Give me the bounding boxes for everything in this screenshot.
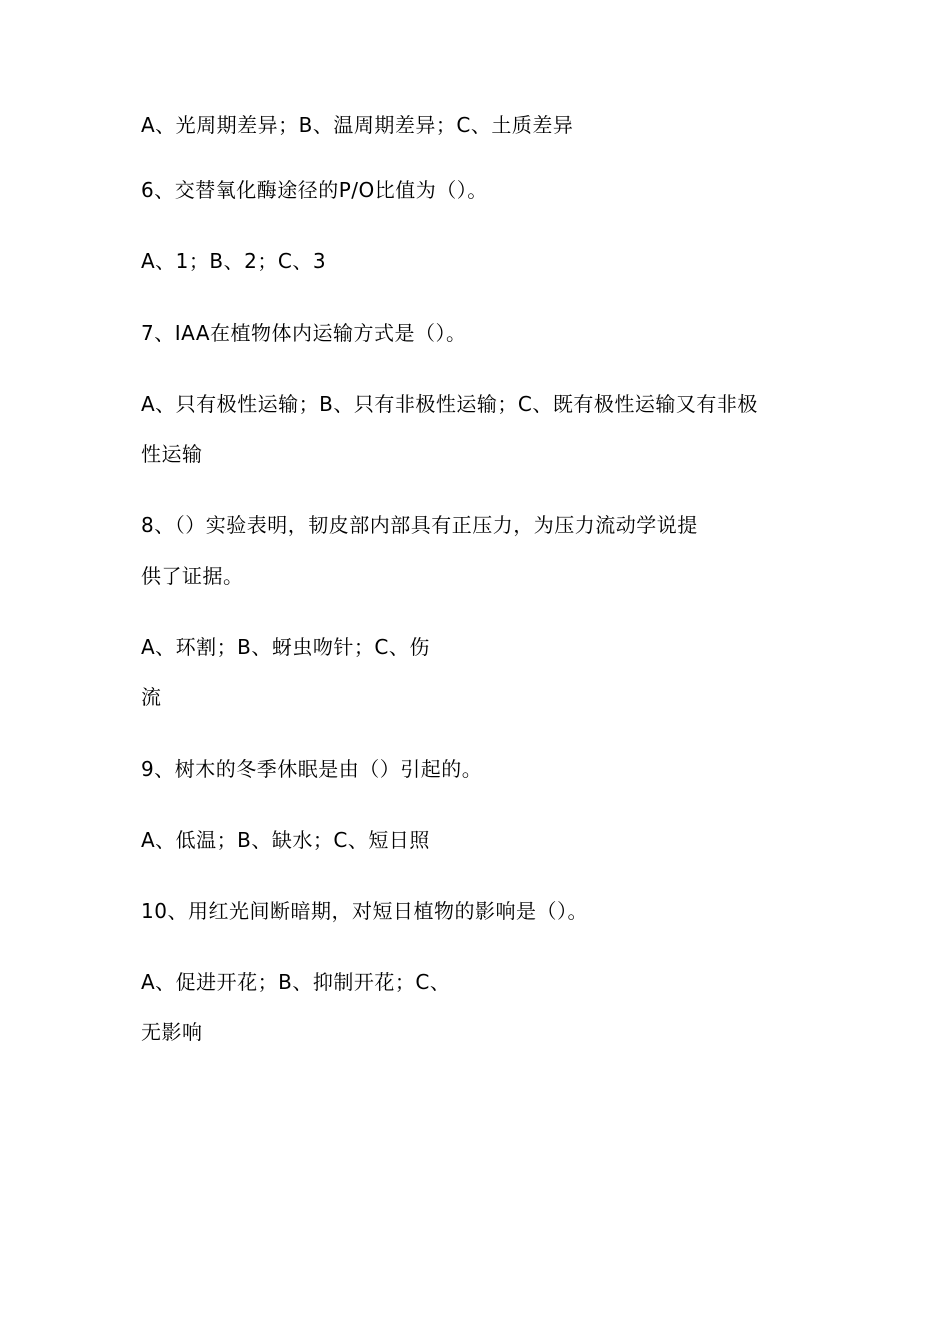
question-8-options-continued: 流 [141,685,162,709]
question-8-text: 8、（）实验表明，韧皮部内部具有正压力，为压力流动学说提 [141,513,698,537]
question-9-options: A、低温；B、缺水；C、短日照 [141,828,430,852]
question-7-options: A、只有极性运输；B、只有非极性运输；C、既有极性运输又有非极 [141,392,758,416]
question-6-text: 6、交替氧化酶途径的P/O比值为（）。 [141,178,488,202]
question-7-text: 7、IAA在植物体内运输方式是（）。 [141,321,467,345]
question-10-text: 10、用红光间断暗期，对短日植物的影响是（）。 [141,899,588,923]
question-9-text: 9、树木的冬季休眠是由（）引起的。 [141,757,483,781]
question-8-text-continued: 供了证据。 [141,564,244,588]
question-10-options-continued: 无影响 [141,1020,203,1044]
question-10-options: A、促进开花；B、抑制开花；C、 [141,970,451,994]
question-7-options-continued: 性运输 [141,442,203,466]
question-6-options: A、1；B、2；C、3 [141,249,327,273]
question-8-options: A、环割；B、蚜虫吻针；C、伤 [141,635,430,659]
question-5-options: A、光周期差异；B、温周期差异；C、土质差异 [141,113,574,137]
